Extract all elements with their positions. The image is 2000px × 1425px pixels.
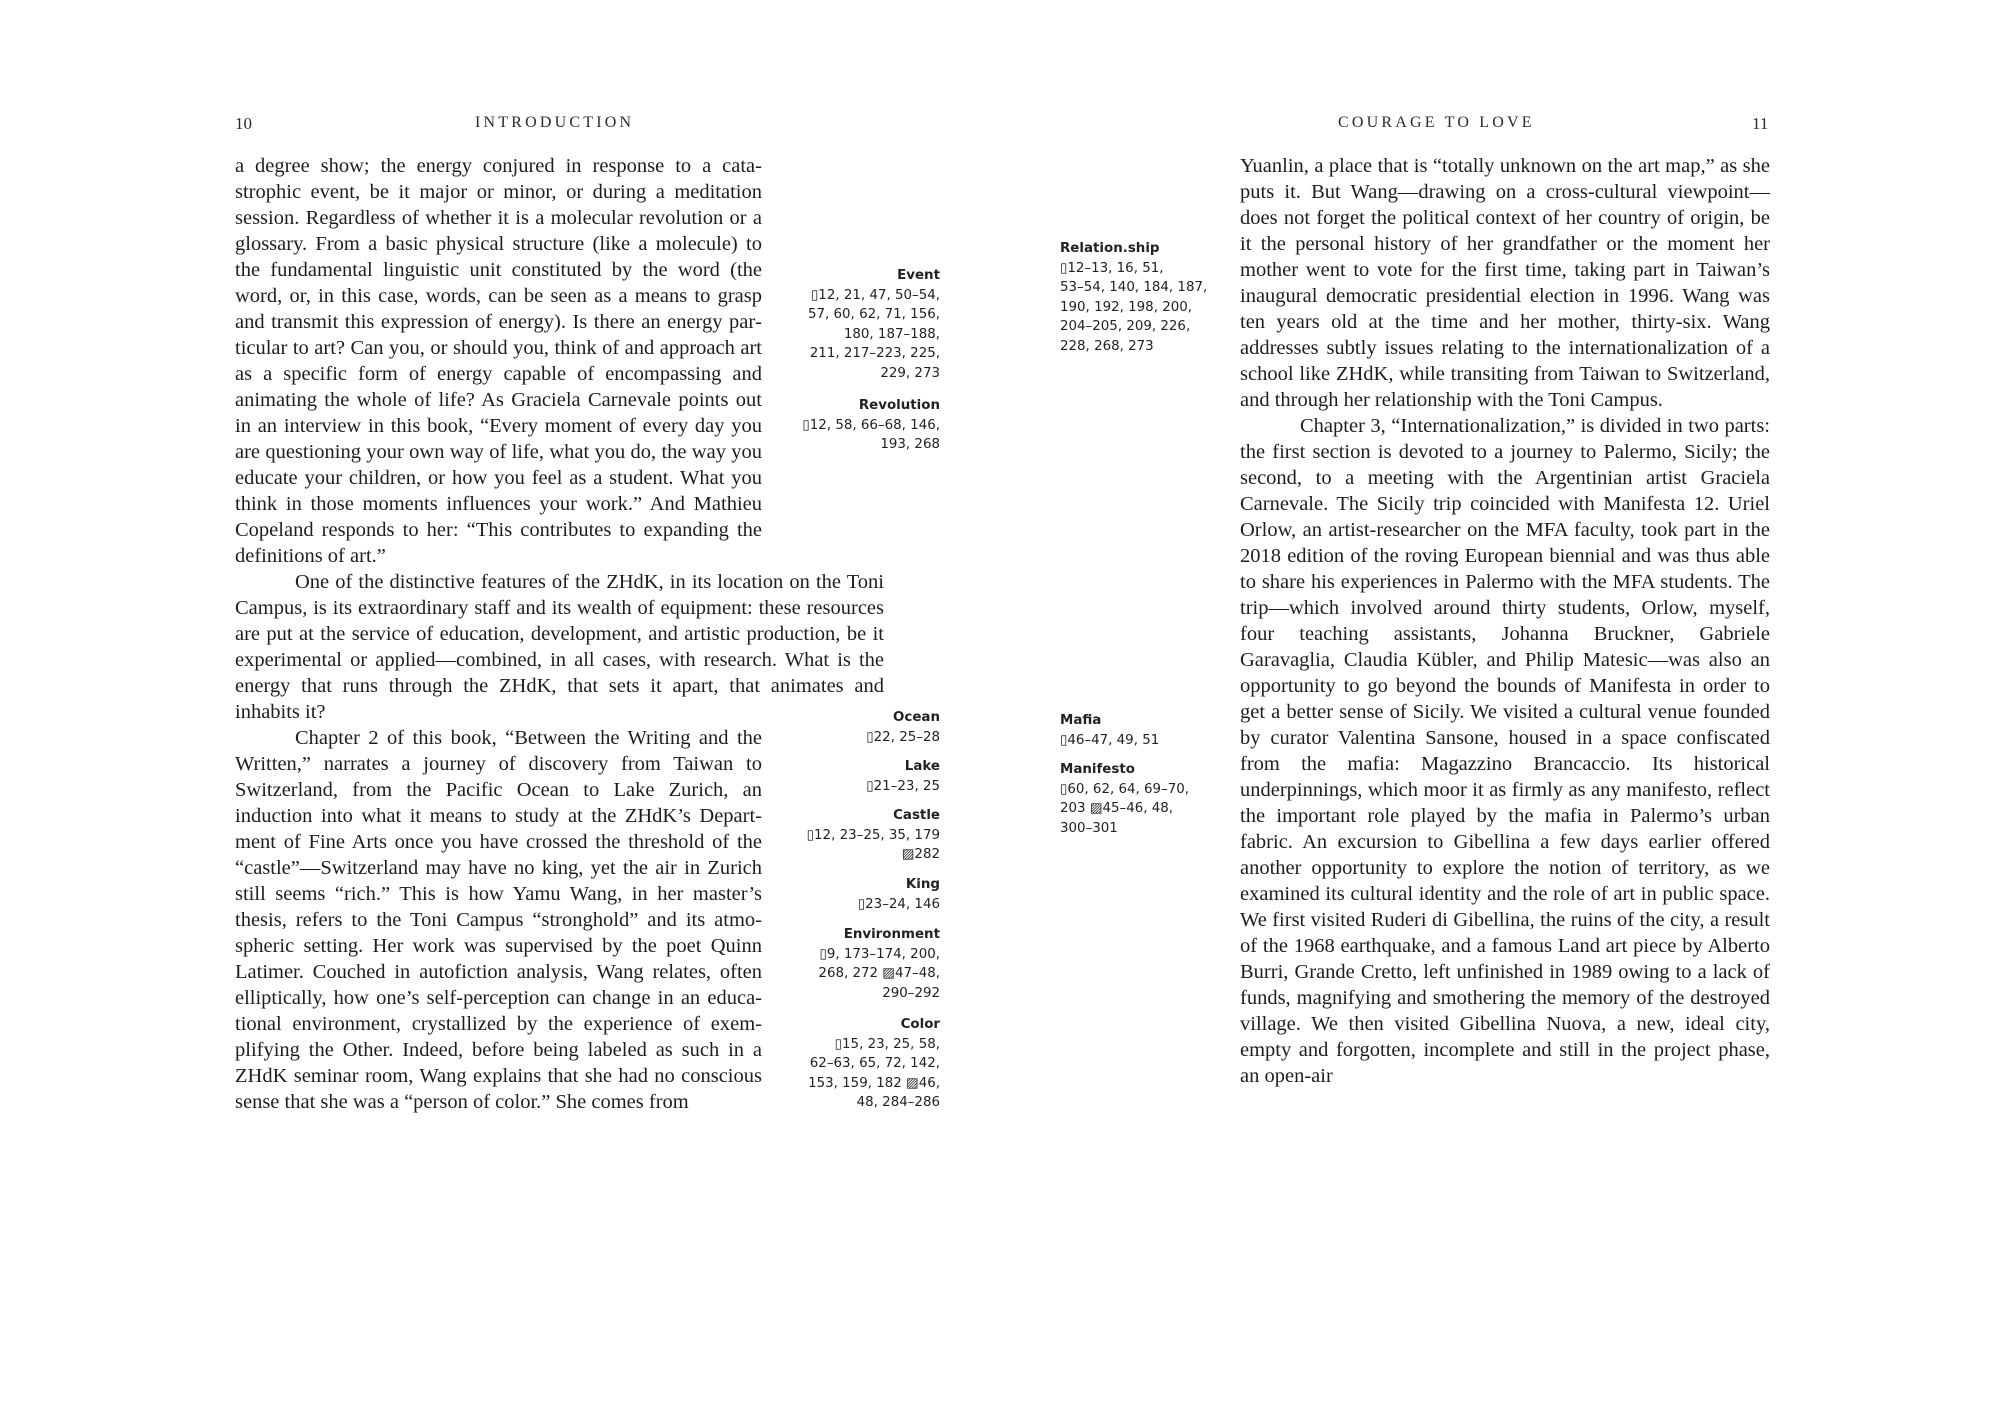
glossary-entry-king [760,875,940,914]
left-running-head: INTRODUCTION [475,114,635,131]
glossary-term: Ocean [893,710,940,725]
left-page-number: 10 [235,114,252,133]
right-body-column [1240,153,1770,1089]
glossary-refs: ▯12, 23–25, 35, 179 ▨282 [806,827,940,863]
glossary-entry-castle [760,806,940,865]
glossary-entry-revolution [760,396,940,455]
glossary-term: Relation.ship [1060,241,1160,256]
right-page-number: 11 [1752,114,1769,133]
left-body-column-3 [235,725,762,1115]
glossary-refs: ▯21–23, 25 [866,778,940,794]
glossary-entry-environment [760,925,940,1003]
body-paragraph: Yuanlin, a place that is “totally unknown on the art map,” as she puts it. But Wang—drawing on a cross-cultural viewpoint—does not forget the political context of her country of origin, be it the personal history of her grandfather or the moment her mother went to vote for the first time, taking part in Taiwan’s inaugural democratic presidential election in 1996. Wang was ten years old at the time and her mother, thirty-six. Wang addresses subtly issues relating to the internationalization of a school like ZHdK, while transiting from Taiwan to Switzerland, and through her relationship with the Toni Campus. [1240,155,1770,411]
body-paragraph: a degree show; the energy conjured in response to a catastrophic event, be it major or minor, or during a meditation session. Regardless of whether it is a molecular revolution or a glossary. From a basic physical structure (like a molecule) to the fundamental linguistic unit constituted by the word (the word, or, in this case, words, can be seen as a means to grasp and transmit this expression of energy). Is there an energy particular to art? Can you, or should you, think of and approach art as a specific form of energy capable of encompassing and animating the whole of life? As Graciela Carnevale points out in an interview in this book, “Every moment of every day you are questioning your own way of life, what you do, the way you educate your children, or how you feel as a student. What you think in those moments influences your work.” And Mathieu Copeland responds to her: “This contributes to expanding the definitions of art.” [235,155,762,567]
glossary-term: King [905,877,940,892]
glossary-refs: ▯46–47, 49, 51 [1060,732,1160,748]
right-running-head: COURAGE TO LOVE [1338,114,1535,131]
body-paragraph: Chapter 3, “Internationalization,” is divided in two parts: the first section is devoted to a journey to Palermo, Sicily; the second, to a meeting with the Argentinian artist Graciela Carnevale. The Sicily trip coincided with Manifesta 12. Uriel Orlow, an artist-researcher on the MFA faculty, took part in the 2018 edition of the roving European biennial and was thus able to share his experiences in Palermo with the MFA students. The trip—which involved around thirty students, Orlow, myself, four teaching assistants, Johanna Bruckner, Gabriele Garavaglia, Claudia Kübler, and Philip Matesic—was also an opportunity to go beyond the bounds of Manifesta in order to get a better sense of Sicily. We visited a cultural venue founded by curator Valentina Sansone, housed in a space confiscated from the mafia: Magazzino Brancaccio. Its historical underpinnings, which moor it as firmly as any manifesto, reflect the important role played by the mafia in Palermo’s urban fabric. An excursion to Gibellina a few days earlier offered another opportunity to explore the notion of territory, as we examined its cultural identity and the role of art in public space. We first visited Ruderi di Gibellina, the ruins of the city, a result of the 1968 earthquake, and a famous Land art piece by Alberto Burri, Grande Cretto, left unfinished in 1989 owing to a lack of funds, magnifying and smothering the memory of the destroyed village. We then visited Gibellina Nuova, a new, ideal city, empty and forgotten, incomplete and still in the project phase, an open-air [1240,415,1770,1087]
glossary-entry-event [760,266,940,384]
glossary-entry-mafia [1060,711,1230,750]
glossary-refs: ▯12, 21, 47, 50–54, 57, 60, 62, 71, 156, 180, 187–188, 211, 217–223, 225, 229, 273 [807,287,940,381]
body-paragraph: Chapter 2 of this book, “Between the Writing and the Written,” narrates a journey of discovery from Taiwan to Switzerland, from the Pacific Ocean to Lake Zurich, an induction into what it means to study at the ZHdK’s Department of Fine Arts once you have crossed the threshold of the “castle”—Switzerland may have no king, yet the air in Zurich still seems “rich.” This is how Yamu Wang, in her master’s thesis, refers to the Toni Campus “stronghold” and its atmospheric setting. Her work was supervised by the poet Quinn Latimer. Couched in autofiction analysis, Wang relates, often elliptically, how one’s self-perception can change in an educational environment, crystallized by the experience of exemplifying the Other. Indeed, before being labeled as such in a ZHdK seminar room, Wang explains that she had no conscious sense that she was a “person of color.” She comes from [235,727,762,1113]
glossary-term: Event [897,268,940,283]
glossary-term: Castle [893,808,940,823]
glossary-refs: ▯9, 173–174, 200, 268, 272 ▨47–48, 290–292 [818,946,940,1001]
body-paragraph: One of the distinctive features of the ZHdK, in its location on the Toni Campus, is its extraordinary staff and its wealth of equipment: these resources are put at the service of education, development, and artistic production, be it experimental or applied—combined, in all cases, with research. What is the energy that runs through the ZHdK, that sets it apart, that animates and inhabits it? [235,571,884,723]
glossary-entry-ocean [760,708,940,747]
glossary-term: Mafia [1060,713,1102,728]
glossary-refs: ▯12–13, 16, 51, 53–54, 140, 184, 187, 190, 192, 198, 200, 204–205, 209, 226, 228, 268, 273 [1060,260,1208,354]
glossary-entry-lake [760,757,940,796]
glossary-entry-manifesto [1060,760,1230,838]
glossary-refs: ▯15, 23, 25, 58, 62–63, 65, 72, 142, 153, 159, 182 ▨46, 48, 284–286 [808,1036,940,1111]
glossary-refs: ▯60, 62, 64, 69–70, 203 ▨45–46, 48, 300–301 [1060,781,1190,836]
left-body-column-2 [235,569,884,725]
glossary-entry-relationship [1060,239,1230,357]
glossary-term: Color [900,1017,940,1032]
glossary-term: Environment [843,927,940,942]
left-body-column-1 [235,153,762,569]
glossary-refs: ▯23–24, 146 [857,896,940,912]
glossary-term: Lake [904,759,940,774]
glossary-refs: ▯12, 58, 66–68, 146, 193, 268 [802,417,940,453]
glossary-term: Manifesto [1060,762,1135,777]
glossary-entry-color [760,1015,940,1113]
glossary-term: Revolution [858,398,940,413]
glossary-refs: ▯22, 25–28 [866,729,940,745]
